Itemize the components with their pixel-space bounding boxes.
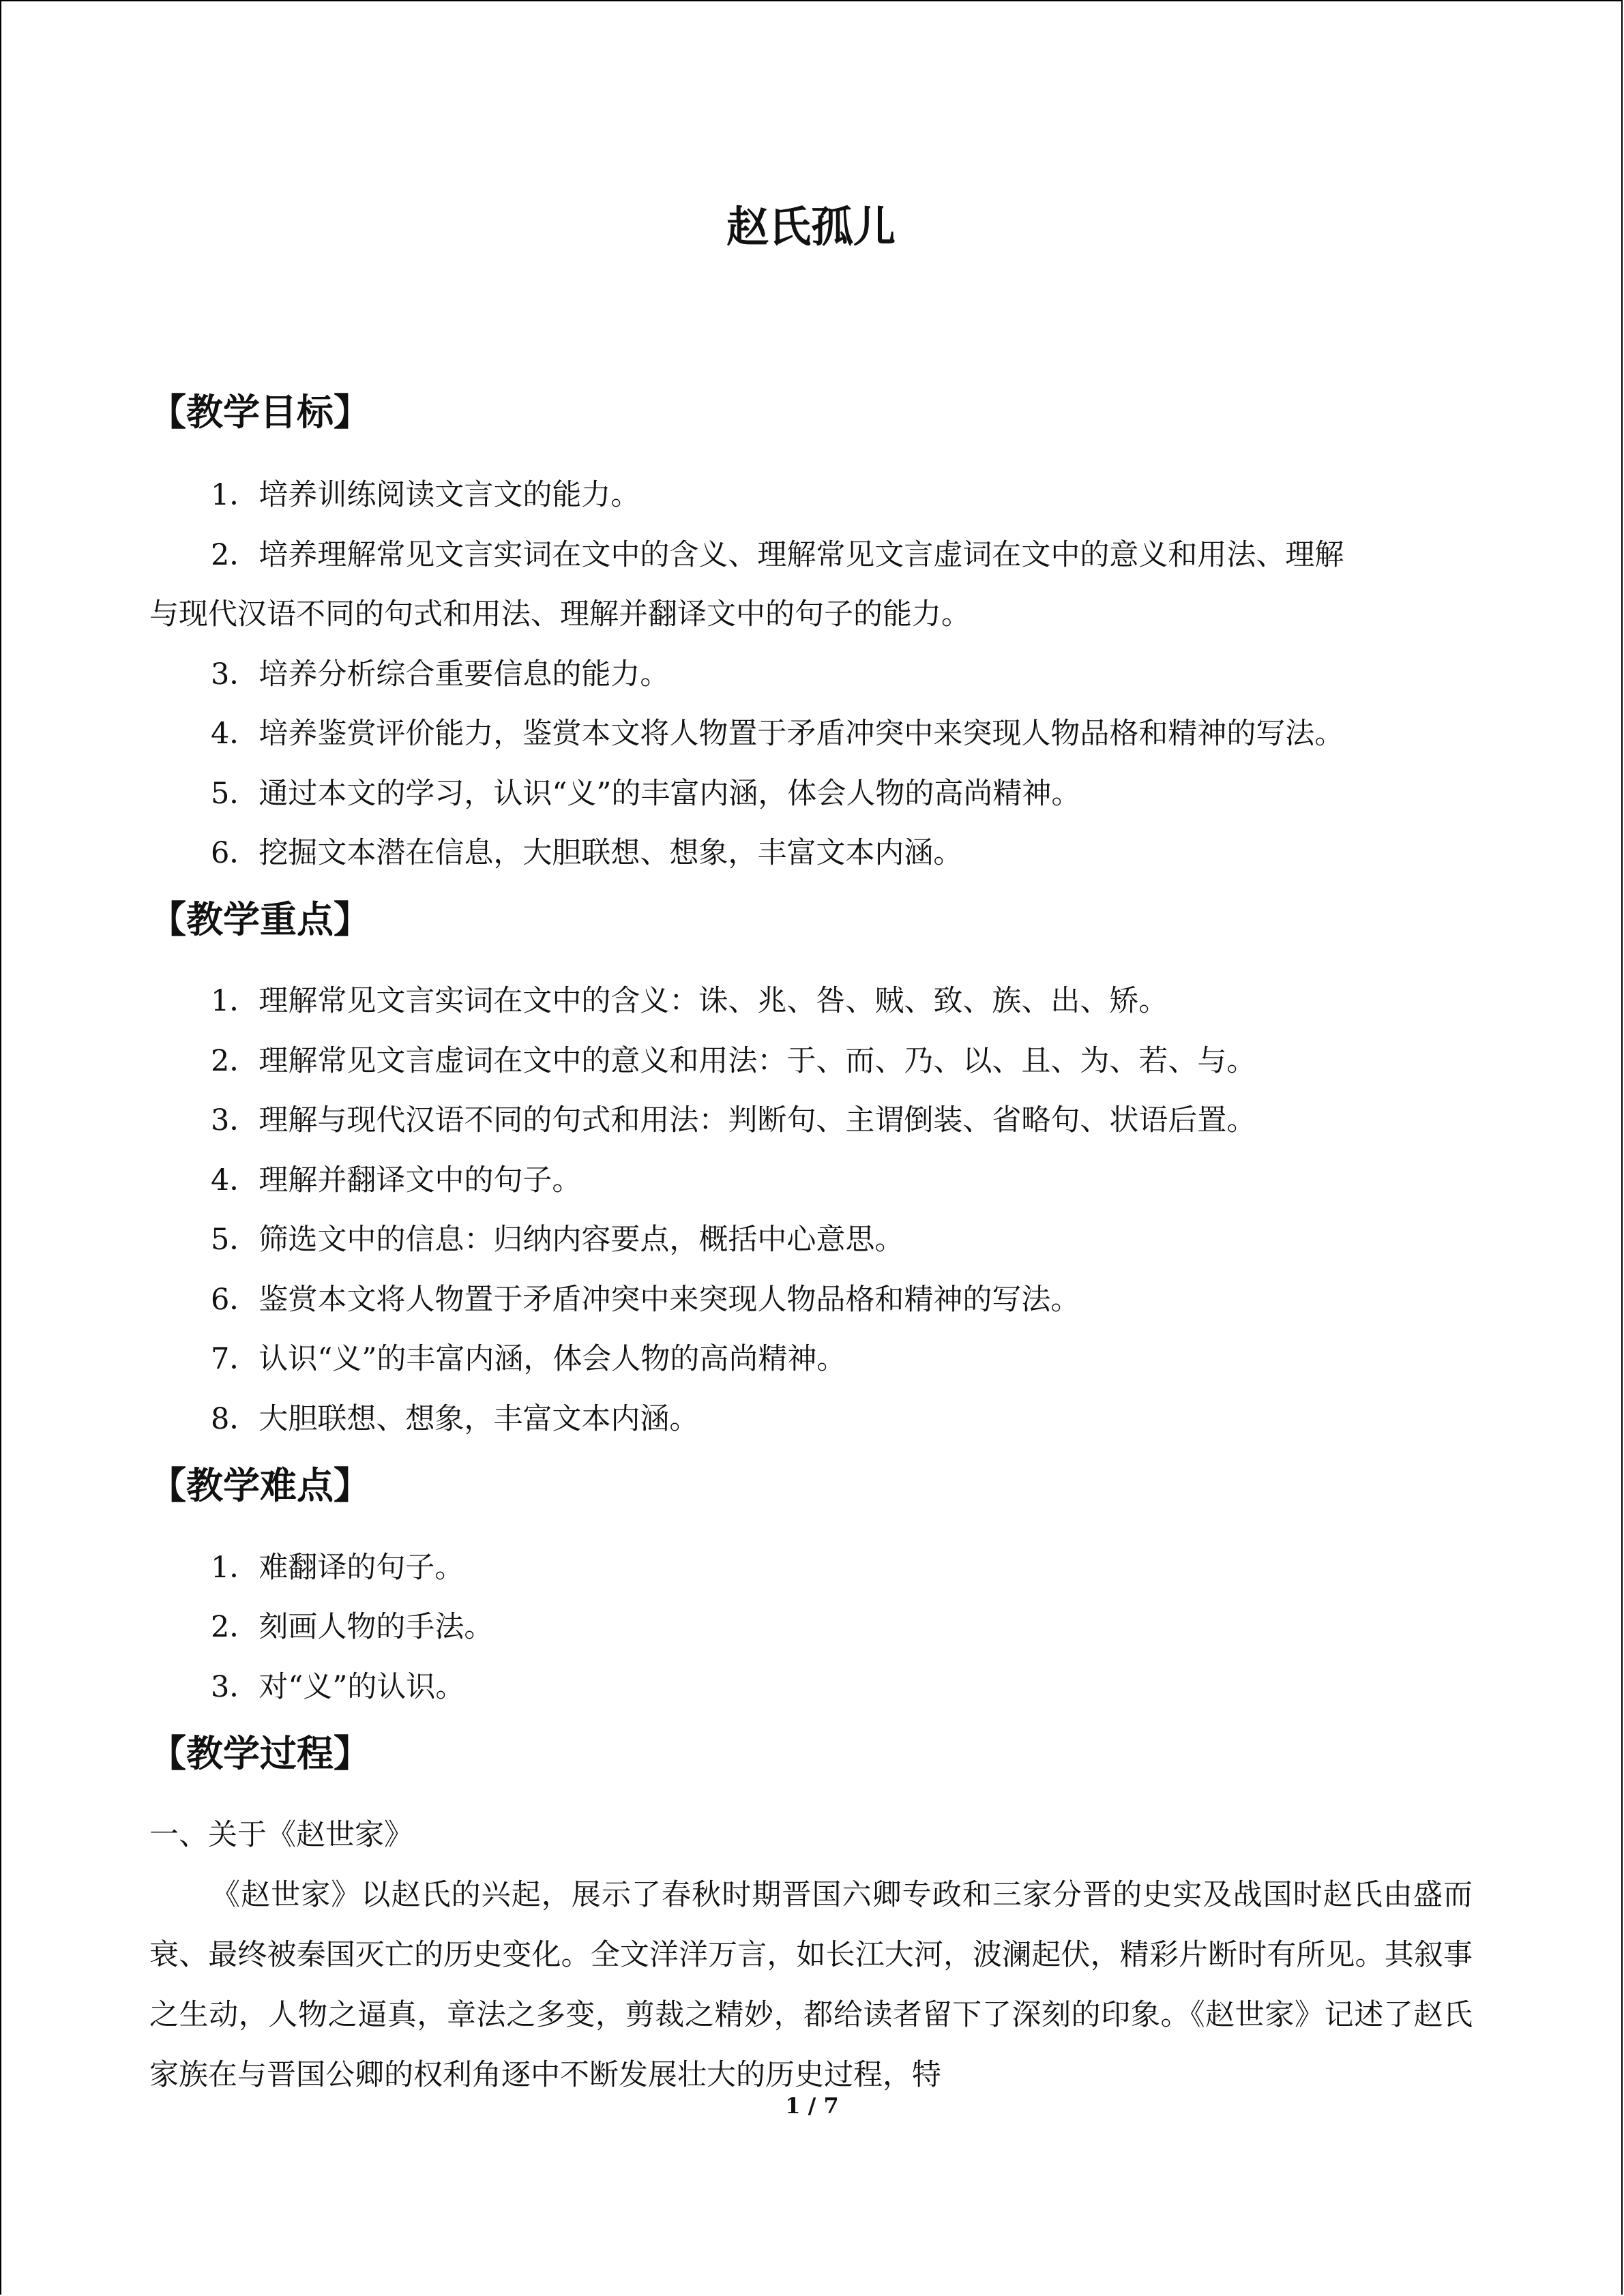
goal-item-3: 3．培养分析综合重要信息的能力。 — [211, 657, 670, 691]
key-point-item-1: 1．理解常见文言实词在文中的含义：诛、兆、咎、贼、致、族、出、矫。 — [211, 984, 1168, 1018]
section-heading-key-points: 【教学重点】 — [149, 898, 370, 941]
key-point-item-6: 6．鉴赏本文将人物置于矛盾冲突中来突现人物品格和精神的写法。 — [211, 1283, 1080, 1317]
key-point-item-4: 4．理解并翻译文中的句子。 — [211, 1163, 582, 1197]
key-point-item-5: 5．筛选文中的信息：归纳内容要点，概括中心意思。 — [211, 1223, 904, 1257]
section-heading-difficulties: 【教学难点】 — [149, 1464, 370, 1507]
key-point-item-7: 7．认识“义”的丰富内涵，体会人物的高尚精神。 — [211, 1342, 846, 1376]
goal-item-4: 4．培养鉴赏评价能力，鉴赏本文将人物置于矛盾冲突中来突现人物品格和精神的写法。 — [211, 717, 1344, 751]
difficulty-item-1: 1．难翻译的句子。 — [211, 1551, 464, 1585]
goal-item-1: 1．培养训练阅读文言文的能力。 — [211, 478, 640, 512]
key-point-item-3: 3．理解与现代汉语不同的句式和用法：判断句、主谓倒装、省略句、状语后置。 — [211, 1103, 1256, 1137]
page-number: 1 / 7 — [785, 2093, 839, 2119]
goal-item-2-line-1: 2．培养理解常见文言实词在文中的含义、理解常见文言虚词在文中的意义和用法、理解 — [211, 538, 1344, 572]
process-subheading: 一、关于《赵世家》 — [149, 1818, 413, 1852]
key-point-item-2: 2．理解常见文言虚词在文中的意义和用法：于、而、乃、以、且、为、若、与。 — [211, 1044, 1256, 1078]
section-heading-goals: 【教学目标】 — [149, 391, 370, 434]
difficulty-item-3: 3．对“义”的认识。 — [211, 1670, 465, 1704]
goal-item-5: 5．通过本文的学习，认识“义”的丰富内涵，体会人物的高尚精神。 — [211, 777, 1081, 811]
document-title: 赵氏孤儿 — [726, 202, 896, 252]
difficulty-item-2: 2．刻画人物的手法。 — [211, 1610, 494, 1644]
key-point-item-8: 8．大胆联想、想象，丰富文本内涵。 — [211, 1402, 699, 1436]
goal-item-2-line-2: 与现代汉语不同的句式和用法、理解并翻译文中的句子的能力。 — [149, 597, 971, 631]
goal-item-6: 6．挖掘文本潜在信息，大胆联想、想象，丰富文本内涵。 — [211, 836, 963, 870]
section-heading-process: 【教学过程】 — [149, 1732, 370, 1775]
process-paragraph: 《赵世家》以赵氏的兴起，展示了春秋时期晋国六卿专政和三家分晋的史实及战国时赵氏由盛而衰、最终被秦国灭亡的历史变化。全文洋洋万言，如长江大河，波澜起伏，精彩片断时有所见。其叙事之生动，人物之逼真，章法之多变，剪裁之精妙，都给读者留下了深刻的印象。《赵世家》记述了赵氏家族在与晋国公卿的权利角逐中不断发展壮大的历史过程，特 — [149, 1878, 1473, 2092]
